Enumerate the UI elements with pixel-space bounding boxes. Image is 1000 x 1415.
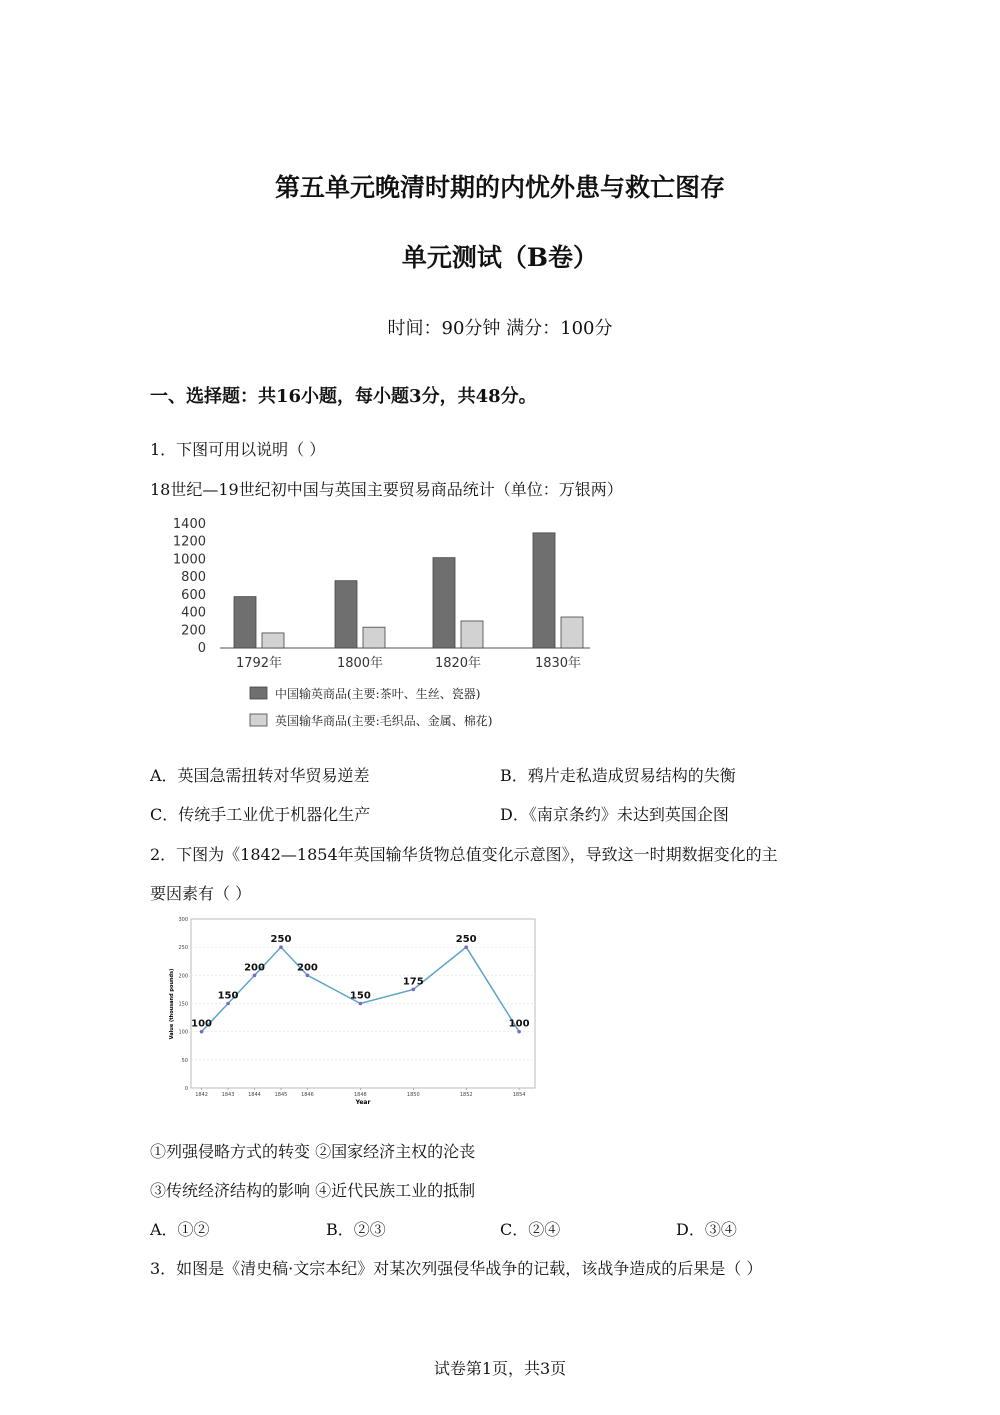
legend-swatch [250, 687, 267, 699]
line-data-label: 100 [191, 1018, 213, 1030]
q2-stem-line2: 要因素有（ ） [150, 884, 252, 903]
line-point [359, 1002, 363, 1006]
bar-britain-export [461, 621, 483, 648]
line-data-label: 250 [270, 934, 292, 946]
line-ytick-label: 250 [178, 945, 188, 952]
line-ytick-label: 300 [178, 917, 188, 923]
q2-items-line1: ①列强侵略方式的转变 ②国家经济主权的沦丧 [150, 1142, 476, 1161]
line-data-label: 150 [217, 990, 239, 1002]
line-ytick-label: 0 [184, 1086, 188, 1092]
bar-xtick-label: 1800年 [336, 656, 384, 671]
bar-britain-export [561, 617, 583, 648]
q2-option-b[interactable]: B．②③ [326, 1220, 386, 1239]
line-data-label: 250 [455, 934, 477, 946]
bar-ytick-label: 0 [197, 641, 206, 656]
q2-option-c[interactable]: C．②④ [500, 1220, 561, 1239]
q1-option-c[interactable]: C．传统手工业优于机器化生产 [150, 805, 371, 824]
line-xtick-label: 1844 [248, 1092, 261, 1098]
line-xtick-label: 1854 [512, 1092, 526, 1098]
line-ylabel: Value (thousand pounds) [169, 968, 175, 1040]
q2-option-d[interactable]: D．③④ [676, 1220, 737, 1239]
line-point [464, 945, 468, 949]
line-chart [160, 912, 545, 1110]
line-ytick-label: 50 [181, 1057, 188, 1064]
q1-stem: 1．下图可用以说明（ ） [150, 440, 326, 459]
line-point [253, 974, 257, 978]
q2-option-a[interactable]: A．①② [150, 1220, 210, 1239]
bar-china-export [433, 558, 455, 648]
bar-xtick-label: 1830年 [534, 656, 582, 671]
line-xtick-label: 1848 [353, 1092, 367, 1098]
line-ytick-label: 150 [178, 1001, 188, 1008]
q3-stem: 3．如图是《清史稿·文宗本纪》对某次列强侵华战争的记载，该战争造成的后果是（ ） [150, 1259, 763, 1278]
bar-britain-export [262, 633, 284, 648]
bar-ytick-label: 600 [181, 587, 206, 603]
section-heading: 一、选择题：共16小题，每小题3分，共48分。 [150, 386, 537, 407]
line-xlabel: Year [355, 1099, 371, 1106]
q1-option-a[interactable]: A．英国急需扭转对华贸易逆差 [150, 766, 370, 785]
q1-caption: 18世纪—19世纪初中国与英国主要贸易商品统计（单位：万银两） [150, 480, 623, 499]
exam-meta: 时间：90分钟 满分：100分 [387, 318, 613, 339]
line-data-label: 100 [508, 1018, 530, 1030]
bar-ytick-label: 1000 [172, 552, 206, 568]
legend-label: 中国输英商品(主要:茶叶、生丝、瓷器) [275, 687, 481, 701]
bar-ytick-label: 1400 [172, 517, 206, 532]
line-point [279, 945, 283, 949]
bar-china-export [335, 581, 357, 648]
line-point [226, 1002, 230, 1006]
line-point [200, 1030, 204, 1034]
bar-chart [160, 510, 600, 740]
line-data-label: 200 [296, 962, 318, 974]
bar-china-export [234, 597, 256, 648]
bar-xtick-label: 1820年 [434, 656, 482, 671]
line-point [517, 1030, 521, 1034]
legend-label: 英国输华商品(主要:毛织品、金属、棉花) [275, 714, 493, 728]
line-data-label: 200 [244, 962, 265, 974]
line-xtick-label: 1843 [221, 1092, 235, 1098]
line-xtick-label: 1846 [301, 1092, 314, 1098]
line-data-label: 175 [402, 976, 424, 988]
q1-option-d[interactable]: D．《南京条约》未达到英国企图 [500, 805, 729, 824]
bar-ytick-label: 1200 [172, 534, 206, 550]
line-point [306, 974, 310, 978]
bar-ytick-label: 800 [181, 570, 206, 586]
line-xtick-label: 1852 [459, 1092, 473, 1098]
q2-items-line2: ③传统经济结构的影响 ④近代民族工业的抵制 [150, 1181, 476, 1200]
page-subtitle: 单元测试（B卷） [401, 243, 599, 272]
line-ytick-label: 200 [178, 973, 188, 980]
line-xtick-label: 1842 [195, 1092, 208, 1098]
line-xtick-label: 1845 [274, 1092, 288, 1098]
bar-ytick-label: 200 [181, 623, 206, 639]
bar-xtick-label: 1792年 [235, 656, 283, 671]
page-footer: 试卷第1页，共3页 [433, 1359, 567, 1378]
bar-britain-export [363, 627, 385, 648]
q1-option-b[interactable]: B．鸦片走私造成贸易结构的失衡 [500, 766, 736, 785]
legend-swatch [250, 714, 267, 726]
page-title: 第五单元晚清时期的内忧外患与救亡图存 [274, 173, 725, 202]
q2-stem-line1: 2．下图为《1842—1854年英国输华货物总值变化示意图》，导致这一时期数据变化的主 [150, 845, 778, 864]
line-xtick-label: 1850 [406, 1092, 420, 1098]
bar-ytick-label: 400 [181, 605, 206, 621]
line-point [411, 988, 415, 992]
bar-china-export [533, 533, 555, 648]
line-data-label: 150 [349, 990, 371, 1002]
line-ytick-label: 100 [178, 1029, 188, 1036]
